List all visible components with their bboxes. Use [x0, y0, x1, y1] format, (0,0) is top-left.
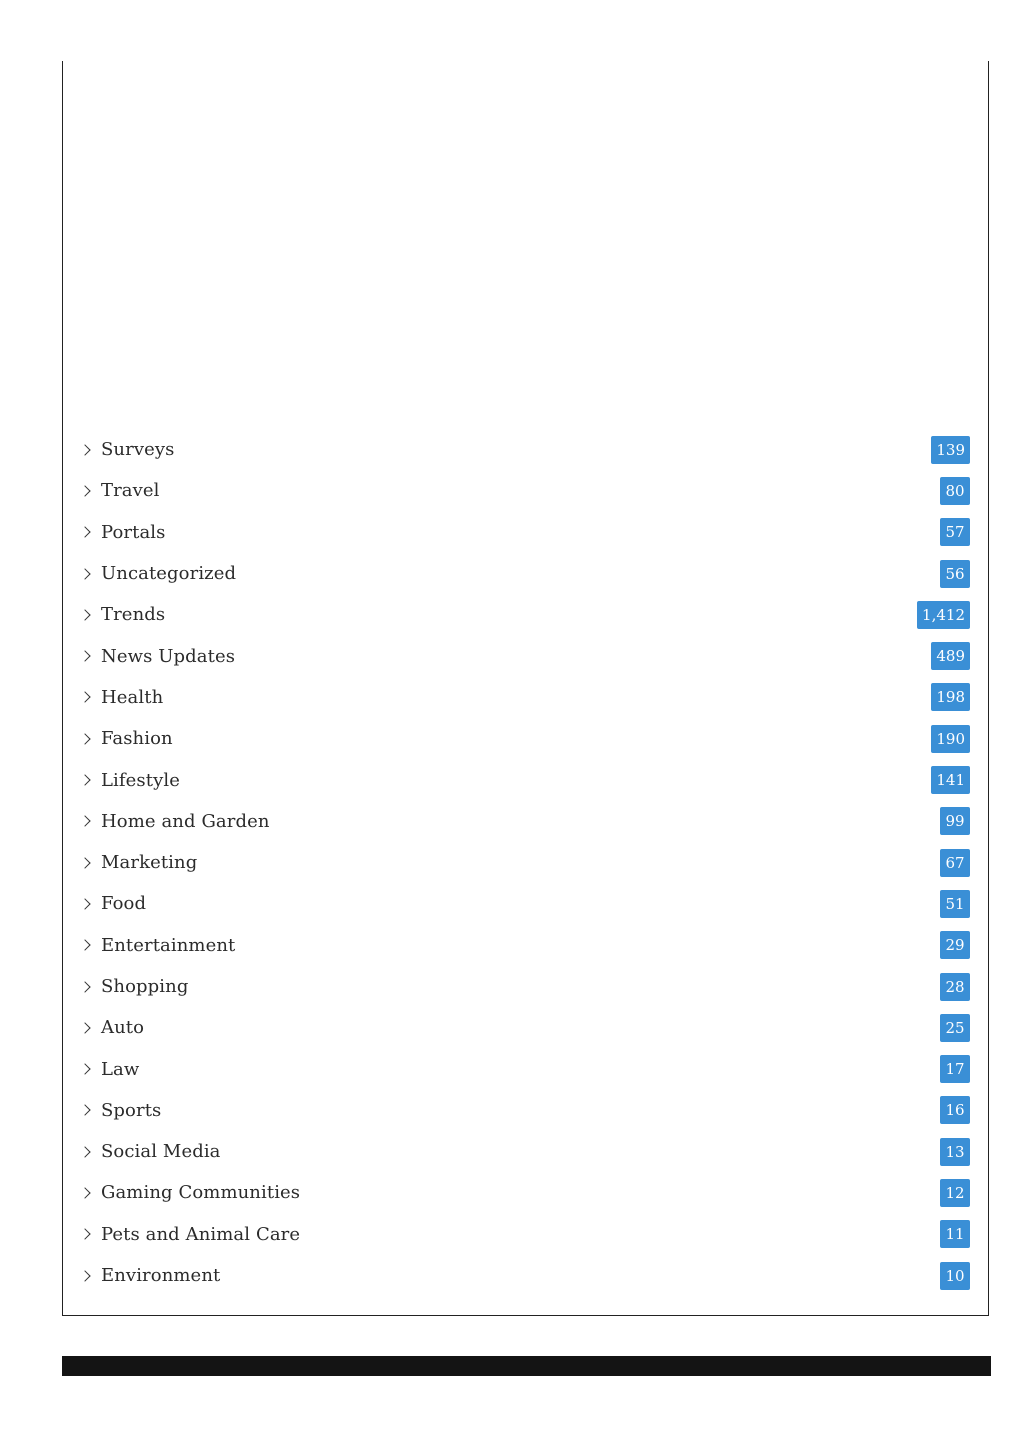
- footer-bar: [62, 1356, 991, 1376]
- category-label[interactable]: Portals: [101, 521, 166, 543]
- category-label[interactable]: News Updates: [101, 645, 236, 667]
- category-label[interactable]: Pets and Animal Care: [101, 1223, 301, 1245]
- category-label[interactable]: Shopping: [101, 976, 189, 997]
- category-count-badge: 11: [940, 1220, 970, 1248]
- chevron-right-icon: [79, 774, 90, 785]
- category-count-badge: 139: [931, 436, 970, 464]
- category-count-badge: 17: [940, 1055, 970, 1083]
- chevron-right-icon: [79, 816, 90, 827]
- category-label[interactable]: Home and Garden: [101, 810, 270, 832]
- category-count-badge: 29: [940, 931, 970, 959]
- chevron-right-icon: [79, 650, 90, 661]
- chevron-right-icon: [79, 1105, 90, 1116]
- category-item-social-media[interactable]: [81, 1131, 970, 1172]
- category-list: [81, 429, 970, 1296]
- category-item-marketing[interactable]: [81, 842, 970, 883]
- chevron-right-icon: [79, 1022, 90, 1033]
- chevron-right-icon: [79, 609, 90, 620]
- category-item-uncategorized[interactable]: [81, 553, 970, 594]
- category-label[interactable]: Auto: [101, 1017, 145, 1039]
- category-item-surveys[interactable]: [81, 429, 970, 470]
- category-item-auto[interactable]: [81, 1007, 970, 1048]
- category-label[interactable]: Food: [101, 893, 147, 915]
- category-item-environment[interactable]: [81, 1255, 970, 1296]
- category-count-badge: 56: [940, 560, 970, 588]
- category-label[interactable]: Lifestyle: [101, 769, 180, 791]
- category-count-badge: 80: [940, 477, 970, 505]
- category-count-badge: 12: [940, 1179, 970, 1207]
- category-item-trends[interactable]: [81, 594, 970, 635]
- chevron-right-icon: [79, 940, 90, 951]
- category-label[interactable]: Environment: [101, 1265, 221, 1287]
- category-item-portals[interactable]: [81, 512, 970, 553]
- category-item-news-updates[interactable]: [81, 635, 970, 676]
- category-count-badge: 99: [940, 807, 970, 835]
- chevron-right-icon: [79, 857, 90, 868]
- chevron-right-icon: [79, 1270, 90, 1281]
- chevron-right-icon: [79, 1146, 90, 1157]
- chevron-right-icon: [79, 981, 90, 992]
- category-label[interactable]: Social Media: [101, 1141, 221, 1163]
- chevron-right-icon: [79, 898, 90, 909]
- category-label[interactable]: Gaming Communities: [101, 1182, 301, 1204]
- category-item-shopping[interactable]: [81, 966, 970, 1007]
- chevron-right-icon: [79, 444, 90, 455]
- category-item-health[interactable]: [81, 677, 970, 718]
- category-label[interactable]: Travel: [101, 480, 160, 502]
- category-label[interactable]: Uncategorized: [101, 563, 237, 585]
- category-label[interactable]: Law: [101, 1058, 140, 1080]
- chevron-right-icon: [79, 733, 90, 744]
- category-count-badge: 57: [940, 518, 970, 546]
- category-label[interactable]: Sports: [101, 1099, 162, 1121]
- category-count-badge: 25: [940, 1014, 970, 1042]
- category-count-badge: 67: [940, 849, 970, 877]
- category-label[interactable]: Health: [101, 686, 164, 708]
- category-item-sports[interactable]: [81, 1090, 970, 1131]
- category-item-entertainment[interactable]: [81, 925, 970, 966]
- category-count-badge: 10: [940, 1262, 970, 1290]
- widget-blank-area: [63, 61, 988, 431]
- category-item-law[interactable]: [81, 1048, 970, 1089]
- category-item-food[interactable]: [81, 883, 970, 924]
- category-item-travel[interactable]: [81, 470, 970, 511]
- chevron-right-icon: [79, 692, 90, 703]
- category-label[interactable]: Trends: [101, 604, 166, 626]
- category-count-badge: 28: [940, 973, 970, 1001]
- chevron-right-icon: [79, 1063, 90, 1074]
- category-label[interactable]: Fashion: [101, 728, 173, 750]
- categories-widget: [62, 61, 989, 1316]
- category-count-badge: 141: [931, 766, 970, 794]
- category-count-badge: 16: [940, 1096, 970, 1124]
- chevron-right-icon: [79, 1229, 90, 1240]
- category-count-badge: 51: [940, 890, 970, 918]
- category-count-badge: 190: [931, 725, 970, 753]
- chevron-right-icon: [79, 568, 90, 579]
- category-item-home-and-garden[interactable]: [81, 801, 970, 842]
- category-count-badge: 198: [931, 683, 970, 711]
- category-label[interactable]: Surveys: [101, 439, 175, 461]
- category-count-badge: 13: [940, 1138, 970, 1166]
- category-item-gaming-communities[interactable]: [81, 1172, 970, 1213]
- category-count-badge: 489: [931, 642, 970, 670]
- chevron-right-icon: [79, 485, 90, 496]
- category-count-badge: 1,412: [917, 601, 970, 629]
- chevron-right-icon: [79, 1187, 90, 1198]
- category-item-pets-and-animal-care[interactable]: [81, 1214, 970, 1255]
- chevron-right-icon: [79, 527, 90, 538]
- category-label[interactable]: Entertainment: [101, 934, 236, 956]
- category-item-fashion[interactable]: [81, 718, 970, 759]
- category-item-lifestyle[interactable]: [81, 759, 970, 800]
- category-label[interactable]: Marketing: [101, 852, 198, 874]
